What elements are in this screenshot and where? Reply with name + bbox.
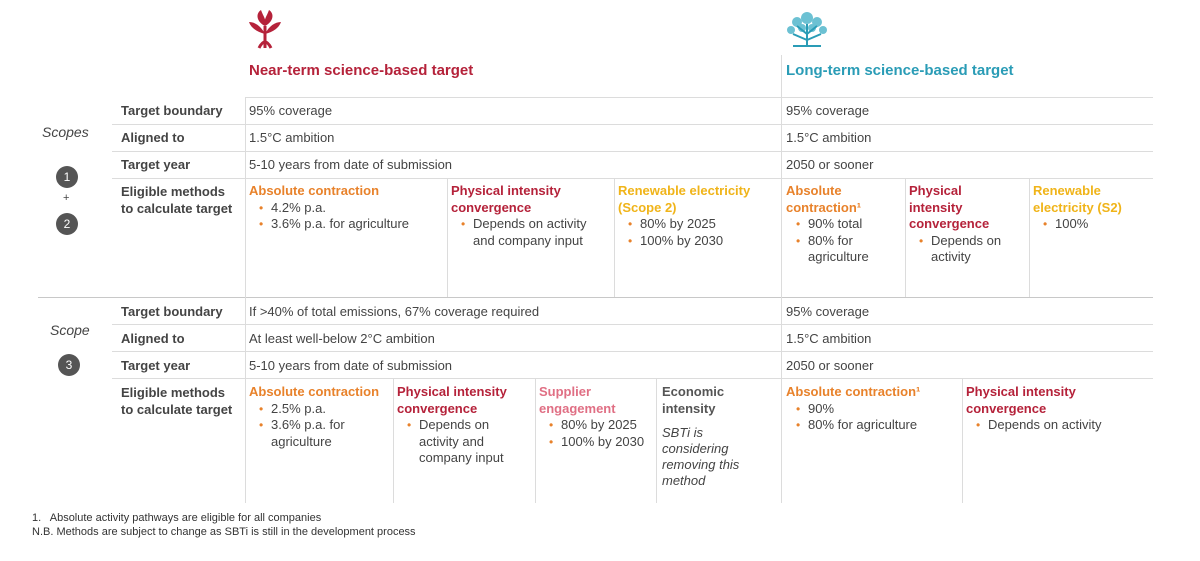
row-divider (112, 351, 1153, 352)
note-line: removing this (662, 457, 740, 472)
note-line: method (662, 473, 706, 488)
scope-label: Scope (50, 322, 90, 338)
row-label-eligible-methods (121, 384, 232, 418)
long-boundary-value: 95% coverage (786, 103, 870, 118)
long-year-value: 2050 or sooner (786, 358, 874, 373)
method-title: Absolute (786, 183, 842, 198)
method-title: Physical intensity (966, 384, 1076, 399)
row-label-target-year: Target year (121, 358, 191, 373)
tree-icon (783, 8, 831, 48)
method-title: Supplier (539, 384, 592, 399)
bullet: • 2.5% p.a. (249, 401, 379, 418)
method-title: intensity (662, 400, 716, 416)
method-title: Economic (662, 384, 725, 399)
bullet (249, 417, 379, 450)
row-divider (112, 178, 1153, 179)
column-divider (1029, 178, 1030, 297)
method-physical-intensity (451, 183, 586, 249)
long-boundary-value: 95% coverage (786, 304, 870, 319)
bullet: • Depends on activity (966, 417, 1101, 434)
method-title: convergence (397, 400, 478, 416)
long-method-renewable-electricity (1033, 183, 1122, 233)
long-term-header: Long-term science-based target (786, 62, 1014, 79)
bullet-line: agriculture (271, 433, 332, 449)
method-title: engagement (539, 400, 616, 416)
near-aligned-value: 1.5°C ambition (249, 130, 335, 145)
method-title: electricity (S2) (1033, 199, 1122, 215)
bullet (786, 233, 869, 266)
near-boundary-value: If >40% of total emissions, 67% coverage required (249, 304, 540, 319)
method-title: convergence (966, 400, 1047, 416)
row-label-target-year: Target year (121, 157, 191, 172)
long-aligned-value: 1.5°C ambition (786, 331, 872, 346)
method-title: intensity (909, 199, 963, 215)
long-aligned-value: 1.5°C ambition (786, 130, 872, 145)
s3-method-economic-intensity (662, 384, 739, 489)
bullet-line: Depends on (419, 417, 490, 432)
near-year-value: 5-10 years from date of submission (249, 358, 453, 373)
method-renewable-electricity (618, 183, 750, 249)
method-title: Physical intensity (451, 183, 561, 198)
column-divider (962, 378, 963, 503)
method-title: Absolute contraction (249, 183, 380, 198)
bullet-line: agriculture (808, 249, 869, 264)
bullet-line: 80% for (808, 232, 853, 248)
bullet: • 80% by 2025 (539, 417, 644, 434)
column-divider (614, 178, 615, 297)
row-label-target-boundary: Target boundary (121, 304, 223, 319)
label-line: Eligible methods (121, 184, 226, 199)
scopes-label: Scopes (42, 124, 89, 140)
method-title: convergence (909, 216, 990, 231)
long-method-physical-intensity (909, 183, 1001, 266)
row-label-target-boundary: Target boundary (121, 103, 223, 118)
method-title: contraction¹ (786, 199, 862, 215)
column-divider (447, 178, 448, 297)
bullet: • 100% (1033, 216, 1122, 233)
bullet (909, 233, 1001, 266)
row-divider (112, 324, 1153, 325)
bullet: • 4.2% p.a. (249, 200, 409, 217)
bullet-line: Depends on activity (473, 216, 587, 231)
method-absolute-contraction (249, 183, 409, 233)
scope-2-badge: 2 (56, 213, 78, 235)
long-year-value: 2050 or sooner (786, 157, 874, 172)
bullet: • 100% by 2030 (539, 434, 644, 451)
note-line: considering (662, 441, 729, 456)
header-divider (245, 97, 1153, 98)
bullet-line: activity and (419, 433, 485, 449)
method-title: (Scope 2) (618, 199, 677, 215)
s3-long-method-absolute-contraction (786, 384, 920, 434)
bullet: • 3.6% p.a. for agriculture (249, 216, 409, 233)
bullet (397, 417, 507, 467)
economic-intensity-note (662, 425, 739, 489)
bullet (451, 216, 586, 249)
method-title: convergence (451, 199, 532, 215)
row-divider (112, 124, 1153, 125)
bullet-line: and company input (473, 232, 583, 248)
footnote-1: 1. Absolute activity pathways are eligible for all companies (32, 512, 322, 524)
note-line: SBTi is (662, 425, 704, 440)
method-title: Renewable electricity (618, 183, 751, 198)
column-divider (245, 97, 246, 503)
section-divider (38, 297, 1153, 298)
label-line: to calculate target (121, 402, 233, 417)
bullet-line: Depends on (931, 232, 1002, 248)
near-aligned-value: At least well-below 2°C ambition (249, 331, 435, 346)
row-divider (112, 378, 1153, 379)
s3-method-absolute-contraction (249, 384, 379, 450)
near-year-value: 5-10 years from date of submission (249, 157, 453, 172)
column-divider (535, 378, 536, 503)
row-label-eligible-methods (121, 183, 232, 217)
scope-3-badge: 3 (58, 354, 80, 376)
bullet: • 100% by 2030 (618, 233, 750, 250)
bullet-line: activity (931, 249, 971, 264)
method-title: Physical intensity (397, 384, 507, 399)
scope-1-badge: 1 (56, 166, 78, 188)
s3-method-physical-intensity (397, 384, 507, 467)
label-line: to calculate target (121, 201, 233, 216)
bullet: • 90% total (786, 216, 869, 233)
long-method-absolute-contraction (786, 183, 869, 266)
bullet-line: 3.6% p.a. for (271, 417, 345, 432)
near-term-header: Near-term science-based target (249, 62, 474, 79)
footnote-nb: N.B. Methods are subject to change as SBTi is still in the development process (32, 526, 416, 538)
method-title: Renewable (1033, 183, 1101, 198)
column-divider (781, 55, 782, 503)
near-boundary-value: 95% coverage (249, 103, 333, 118)
s3-method-supplier-engagement (539, 384, 644, 450)
method-title: Absolute contraction (249, 384, 380, 399)
row-divider (112, 151, 1153, 152)
s3-long-method-physical-intensity (966, 384, 1101, 434)
label-line: Eligible methods (121, 385, 226, 400)
row-label-aligned-to: Aligned to (121, 331, 185, 346)
bullet-line: company input (419, 450, 504, 465)
bullet: • 80% by 2025 (618, 216, 750, 233)
row-label-aligned-to: Aligned to (121, 130, 185, 145)
plus-sign: + (63, 192, 70, 204)
column-divider (656, 378, 657, 503)
column-divider (905, 178, 906, 297)
method-title: Absolute contraction¹ (786, 384, 921, 399)
column-divider (393, 378, 394, 503)
bullet: • 90% (786, 401, 920, 418)
bullet: • 80% for agriculture (786, 417, 920, 434)
method-title: Physical (909, 183, 962, 198)
sprout-icon (247, 8, 283, 50)
